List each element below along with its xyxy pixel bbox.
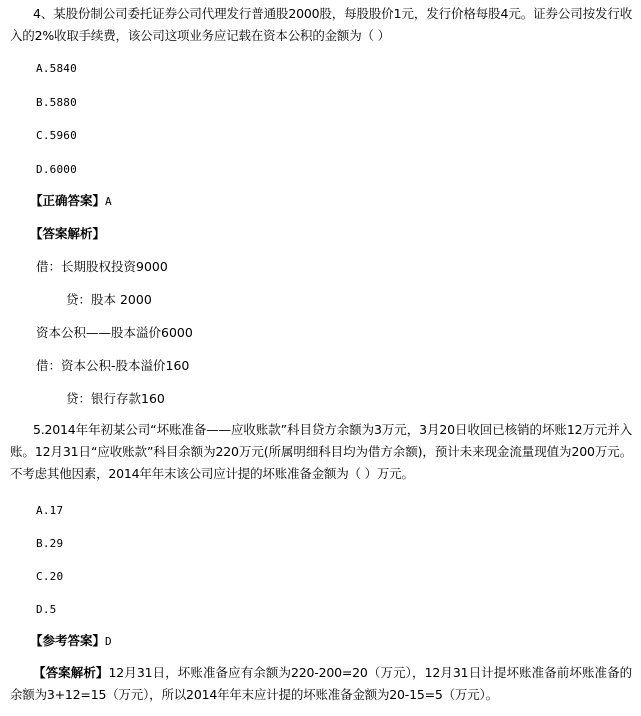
journal-entry-line: 贷：银行存款160	[66, 391, 165, 406]
question-4-answer-value: A	[105, 195, 112, 208]
question-4-option-c: C.5960	[36, 129, 77, 142]
question-5-option-b: B.29	[36, 537, 64, 550]
question-4-option-b: B.5880	[36, 96, 77, 109]
question-5-answer	[30, 633, 112, 650]
question-5-analysis-label: 【答案解析】	[33, 665, 109, 680]
question-4-option-a: A.5840	[36, 62, 77, 75]
question-4-answer	[30, 193, 112, 210]
question-4-stem: 4、某股份制公司委托证券公司代理发行普通股2000股，每股股价1元，发行价格每股4元。证券公司按发行收入的2%收取手续费，该公司这项业务应记载在资本公积的金额为（ ）	[10, 6, 632, 43]
question-5-answer-value: D	[105, 635, 112, 648]
question-5-stem: 5.2014年年初某公司“坏账准备——应收账款”科目贷方余额为3万元，3月20日收回已核销的坏账12万元并入账。12月31日“应收账款”科目余额为220万元(所属明细科目均为借方余额)，预计未来现金流量现值为200万元。不考虑其他因素，2014年年末该公司应计提的坏账准备金额为（ ）万元。	[10, 422, 632, 481]
question-5-answer-label: 【参考答案】	[30, 633, 106, 648]
journal-entry-line: 贷：股本 2000	[66, 292, 152, 307]
question-4-answer-label: 【正确答案】	[30, 193, 106, 208]
question-4-analysis-label: 【答案解析】	[30, 226, 106, 241]
question-5-option-a: A.17	[36, 504, 64, 517]
question-4-option-d: D.6000	[36, 163, 77, 176]
question-5-option-c: C.20	[36, 570, 64, 583]
journal-entry-line: 借：长期股权投资9000	[36, 259, 168, 274]
question-5-analysis-text: 12月31日，坏账准备应有余额为220-200=20（万元），12月31日计提坏账准备前坏账准备的余额为3+12=15（万元），所以2014年年末应计提的坏账准备金额为20-15=5（万元）。	[10, 665, 632, 702]
journal-entry-line: 资本公积——股本溢价6000	[36, 325, 193, 340]
journal-entry-line: 借：资本公积-股本溢价160	[36, 358, 190, 373]
question-5-option-d: D.5	[36, 603, 57, 616]
question-5-analysis	[10, 662, 632, 706]
